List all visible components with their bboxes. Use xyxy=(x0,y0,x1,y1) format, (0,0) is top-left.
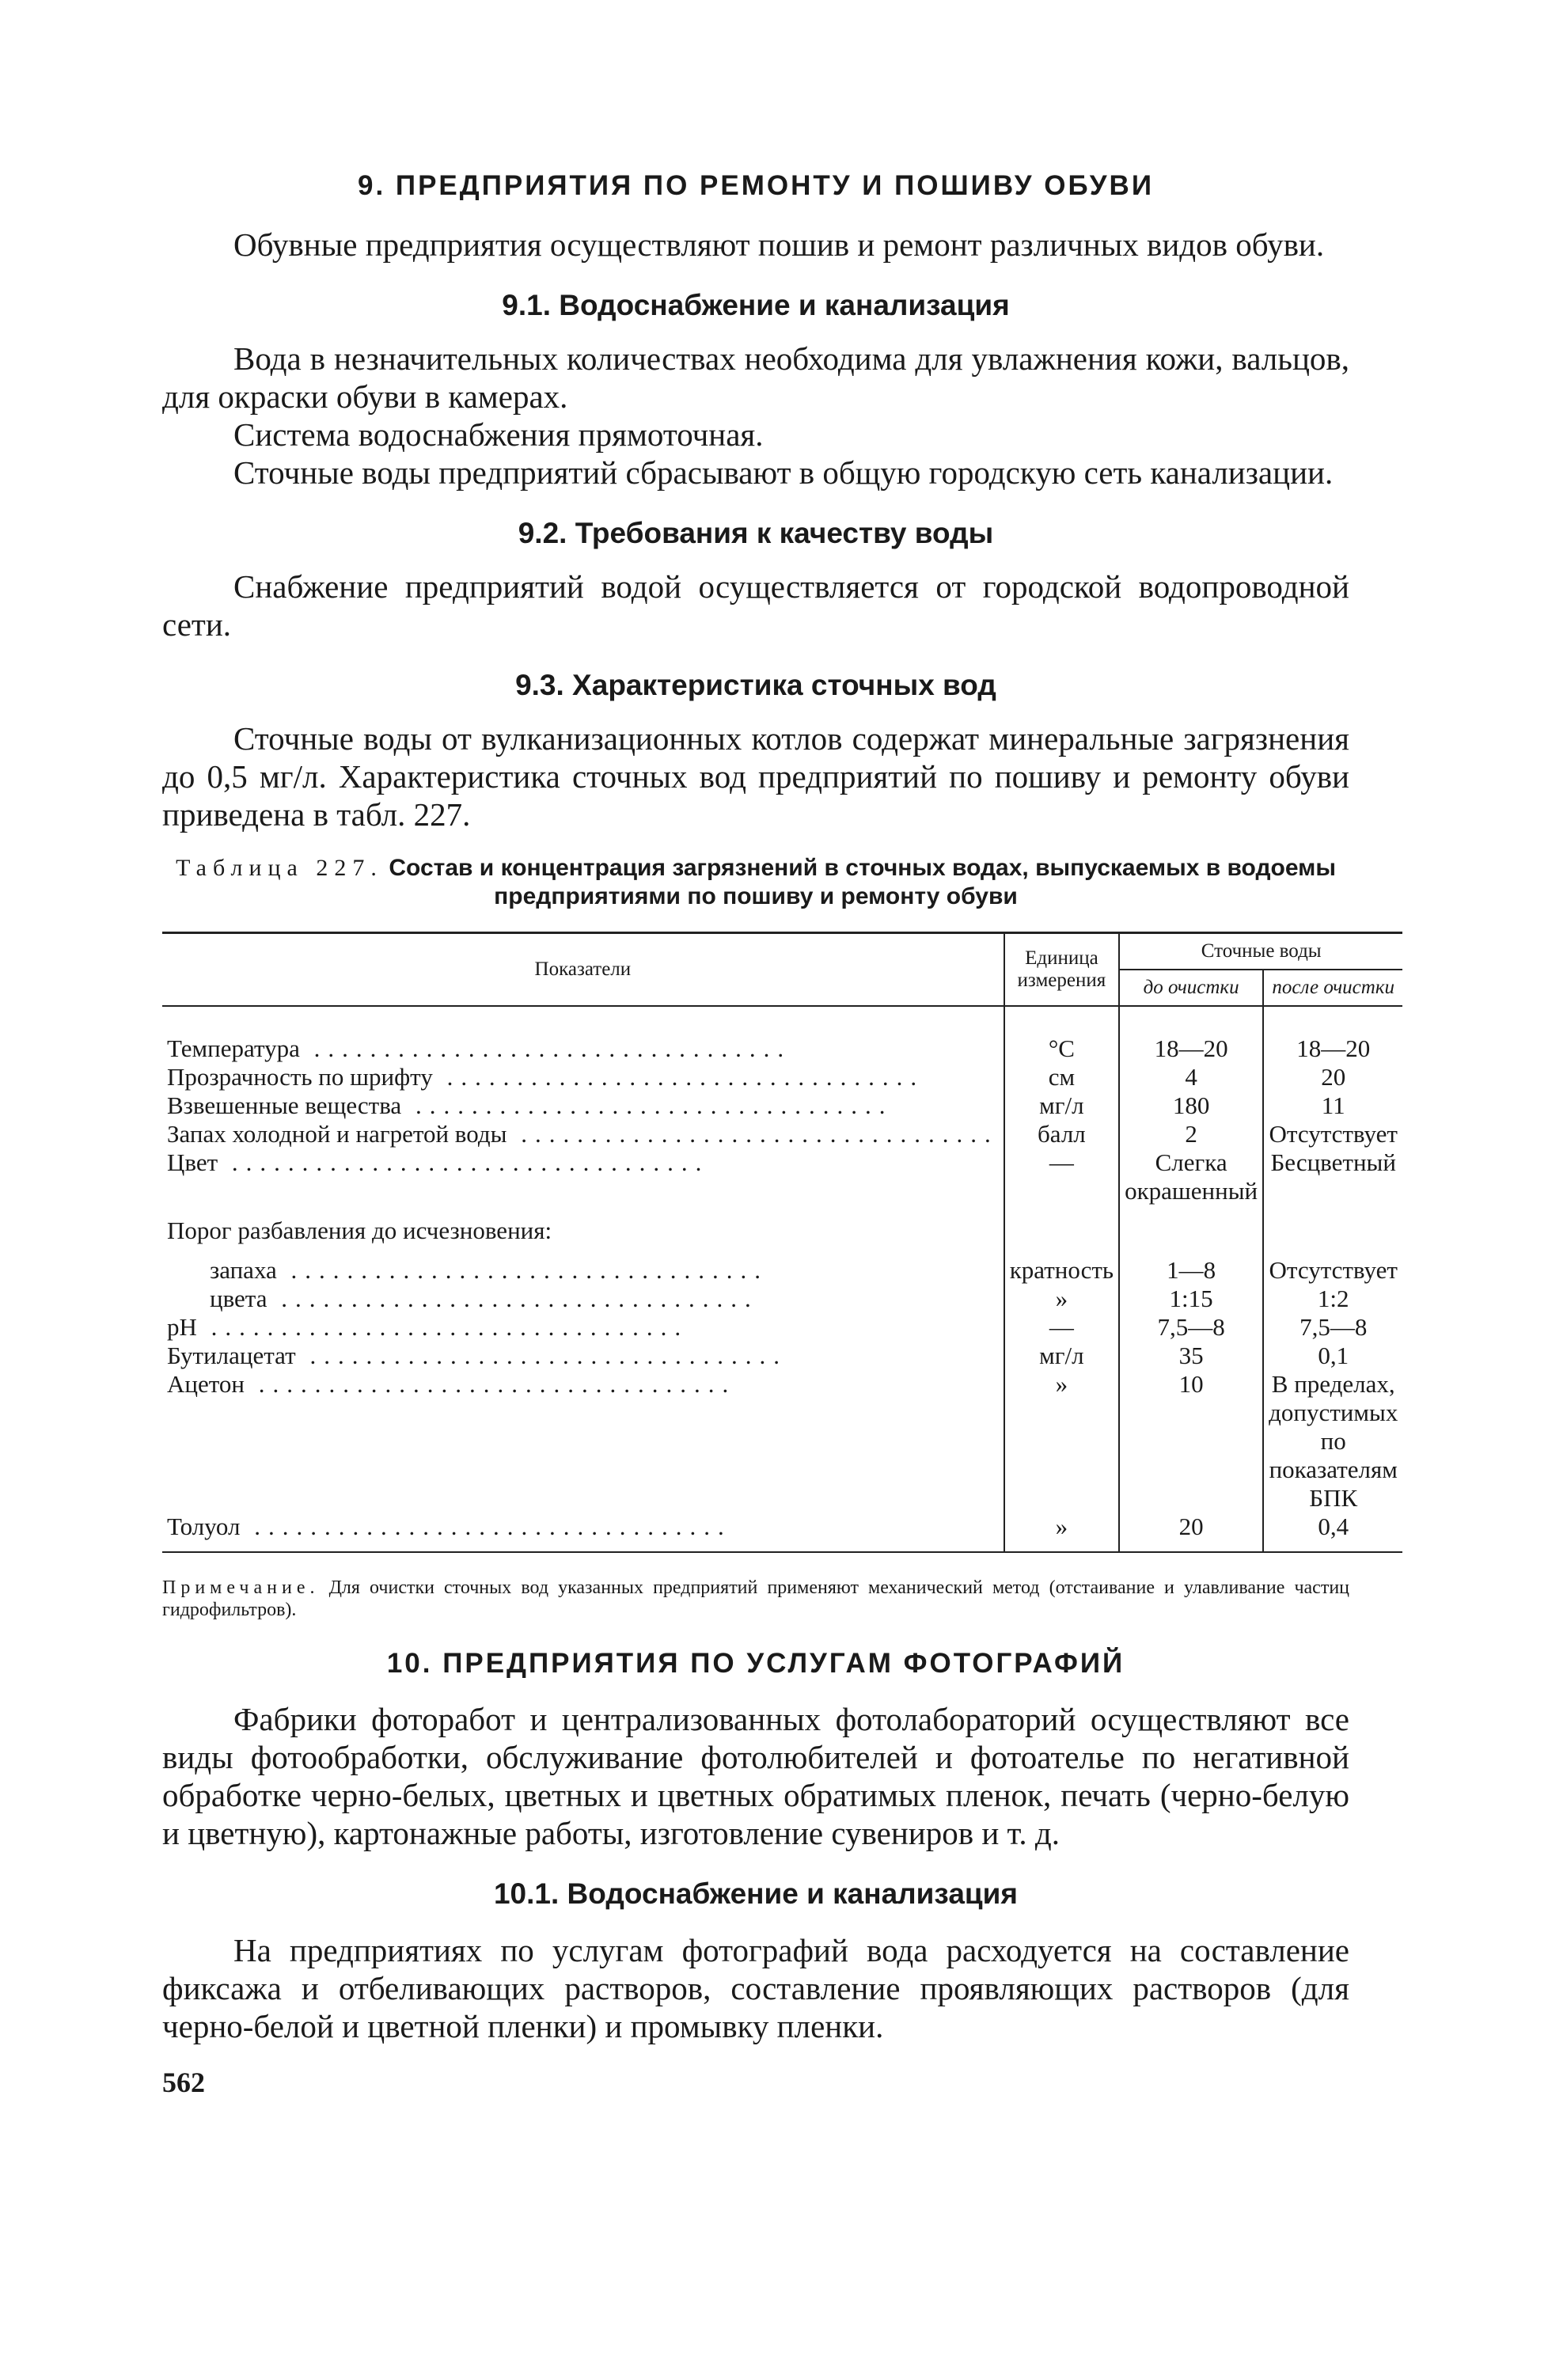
section-10-heading: 10. ПРЕДПРИЯТИЯ ПО УСЛУГАМ ФОТОГРАФИЙ xyxy=(386,1648,1125,1679)
row-after-value: 11 xyxy=(1263,1091,1402,1120)
section-9-1-paragraph-1: Вода в незначительных количествах необходима для увлажнения кожи, вальцов, для окраски обуви в камерах. xyxy=(162,340,1349,415)
section-9-2-heading: 9.2. Требования к качеству воды xyxy=(518,517,994,549)
table-row xyxy=(162,1313,1402,1342)
header-indicator: Показатели xyxy=(162,933,1004,1007)
table-row xyxy=(162,1148,1402,1205)
row-before-value: 7,5—8 xyxy=(1119,1313,1263,1342)
section-9-2-paragraph-1: Снабжение предприятий водой осуществляется от городской водопроводной сети. xyxy=(162,568,1349,643)
row-before-value: 35 xyxy=(1119,1342,1263,1370)
row-unit: » xyxy=(1004,1285,1119,1313)
table-caption-label: Таблица 227. xyxy=(176,855,383,881)
section-9-1-heading: 9.1. Водоснабжение и канализация xyxy=(502,289,1010,321)
row-unit: см xyxy=(1004,1063,1119,1091)
row-indicator: Толуол .................................. xyxy=(167,1513,732,1540)
table-row xyxy=(162,1063,1402,1091)
row-after-value: 7,5—8 xyxy=(1263,1313,1402,1342)
row-unit: °С xyxy=(1004,1034,1119,1063)
section-9-heading: 9. ПРЕДПРИЯТИЯ ПО РЕМОНТУ И ПОШИВУ ОБУВИ xyxy=(358,170,1154,201)
row-before-value: 18—20 xyxy=(1119,1034,1263,1063)
row-indicator: цвета .................................. xyxy=(210,1285,759,1312)
row-indicator: Цвет .................................. xyxy=(167,1148,710,1176)
row-after-value: 0,1 xyxy=(1263,1342,1402,1370)
row-before-value: 2 xyxy=(1119,1120,1263,1148)
table-row xyxy=(162,1342,1402,1370)
row-indicator: Запах холодной и нагретой воды .................................. xyxy=(167,1120,999,1148)
row-after-value: 18—20 xyxy=(1263,1034,1402,1063)
header-before-treatment: до очистки xyxy=(1119,970,1263,1006)
row-after-value: Отсутствует xyxy=(1263,1256,1402,1285)
section-9-intro: Обувные предприятия осуществляют пошив и ремонт различных видов обуви. xyxy=(233,226,1325,263)
row-after-value: В пределах, допустимых по показателям БПК xyxy=(1263,1370,1402,1513)
row-indicator: Температура .................................. xyxy=(167,1034,792,1062)
table-row xyxy=(162,1285,1402,1313)
row-unit: балл xyxy=(1004,1120,1119,1148)
section-10-paragraph-1: Фабрики фоторабот и централизованных фотолабораторий осуществляют все виды фотообработки, обслуживание фотолюбителей и фотоателье по негативной обработке черно-белых, цветных и цветных обратимых пленок, печать (черно-белую и цветную), картонажные работы, изготовление сувениров и т. д. xyxy=(162,1701,1349,1851)
table-caption-title: Состав и концентрация загрязнений в сточных водах, выпускаемых в водоемы предприятиями по пошиву и ремонту обуви xyxy=(389,855,1336,909)
table-note-text: Для очистки сточных вод указанных предприятий применяют механический метод (отстаивание и улавливание частиц гидрофильтров). xyxy=(162,1577,1350,1620)
section-10-1-paragraph-1: На предприятиях по услугам фотографий вода расходуется на составление фиксажа и отбеливающих растворов, составление проявляющих растворов (для черно-белой и цветной пленки) и промывку пленки. xyxy=(162,1932,1349,2044)
row-unit: — xyxy=(1004,1148,1119,1205)
pollution-table xyxy=(162,932,1402,1553)
table-row xyxy=(162,1256,1402,1285)
header-after-treatment: после очистки xyxy=(1263,970,1402,1006)
table-row xyxy=(162,1120,1402,1148)
row-before-value: Слегка окрашенный xyxy=(1119,1148,1263,1205)
table-group-row xyxy=(162,1205,1402,1256)
header-unit: Единица измерения xyxy=(1004,933,1119,1007)
row-unit: » xyxy=(1004,1370,1119,1513)
row-after-value: Отсутствует xyxy=(1263,1120,1402,1148)
table-note-label: Примечание. xyxy=(162,1577,320,1598)
row-unit: — xyxy=(1004,1313,1119,1342)
table-body-main xyxy=(162,1006,1402,1205)
table-row xyxy=(162,1513,1402,1541)
row-indicator: Ацетон .................................. xyxy=(167,1370,737,1398)
table-body-dilution xyxy=(162,1256,1402,1541)
row-indicator: pH .................................. xyxy=(167,1313,689,1341)
row-before-value: 20 xyxy=(1119,1513,1263,1541)
section-9-3-paragraph-1: Сточные воды от вулканизационных котлов содержат минеральные загрязнения до 0,5 мг/л. Характеристика сточных вод предприятий по пошиву и ремонту обуви приведена в табл. 227. xyxy=(162,720,1349,833)
group-label: Порог разбавления до исчезновения: xyxy=(167,1217,552,1244)
section-10-1-heading: 10.1. Водоснабжение и канализация xyxy=(493,1877,1018,1910)
table-caption xyxy=(162,854,1349,911)
row-unit: » xyxy=(1004,1513,1119,1541)
book-page xyxy=(162,170,1398,2099)
row-before-value: 1:15 xyxy=(1119,1285,1263,1313)
row-before-value: 180 xyxy=(1119,1091,1263,1120)
row-before-value: 1—8 xyxy=(1119,1256,1263,1285)
section-9-1-paragraph-3: Сточные воды предприятий сбрасывают в общую городскую сеть канализации. xyxy=(233,454,1334,491)
section-9-1-paragraph-2: Система водоснабжения прямоточная. xyxy=(233,416,764,453)
row-before-value: 4 xyxy=(1119,1063,1263,1091)
row-before-value: 10 xyxy=(1119,1370,1263,1513)
page-number: 562 xyxy=(162,2067,205,2098)
row-indicator: Прозрачность по шрифту .................................. xyxy=(167,1063,925,1091)
row-unit: кратность xyxy=(1004,1256,1119,1285)
row-unit: мг/л xyxy=(1004,1091,1119,1120)
table-row xyxy=(162,1034,1402,1063)
section-9-3-heading: 9.3. Характеристика сточных вод xyxy=(515,669,996,701)
table-row xyxy=(162,1370,1402,1513)
row-after-value: 1:2 xyxy=(1263,1285,1402,1313)
row-indicator: Бутилацетат .................................. xyxy=(167,1342,787,1369)
table-row xyxy=(162,1091,1402,1120)
row-after-value: 0,4 xyxy=(1263,1513,1402,1541)
row-after-value: 20 xyxy=(1263,1063,1402,1091)
row-indicator: запаха .................................. xyxy=(210,1256,769,1284)
row-indicator: Взвешенные вещества .................................. xyxy=(167,1091,894,1119)
table-note xyxy=(162,1577,1349,1621)
header-wastewater: Сточные воды xyxy=(1119,933,1402,970)
row-after-value: Бесцветный xyxy=(1263,1148,1402,1205)
row-unit: мг/л xyxy=(1004,1342,1119,1370)
